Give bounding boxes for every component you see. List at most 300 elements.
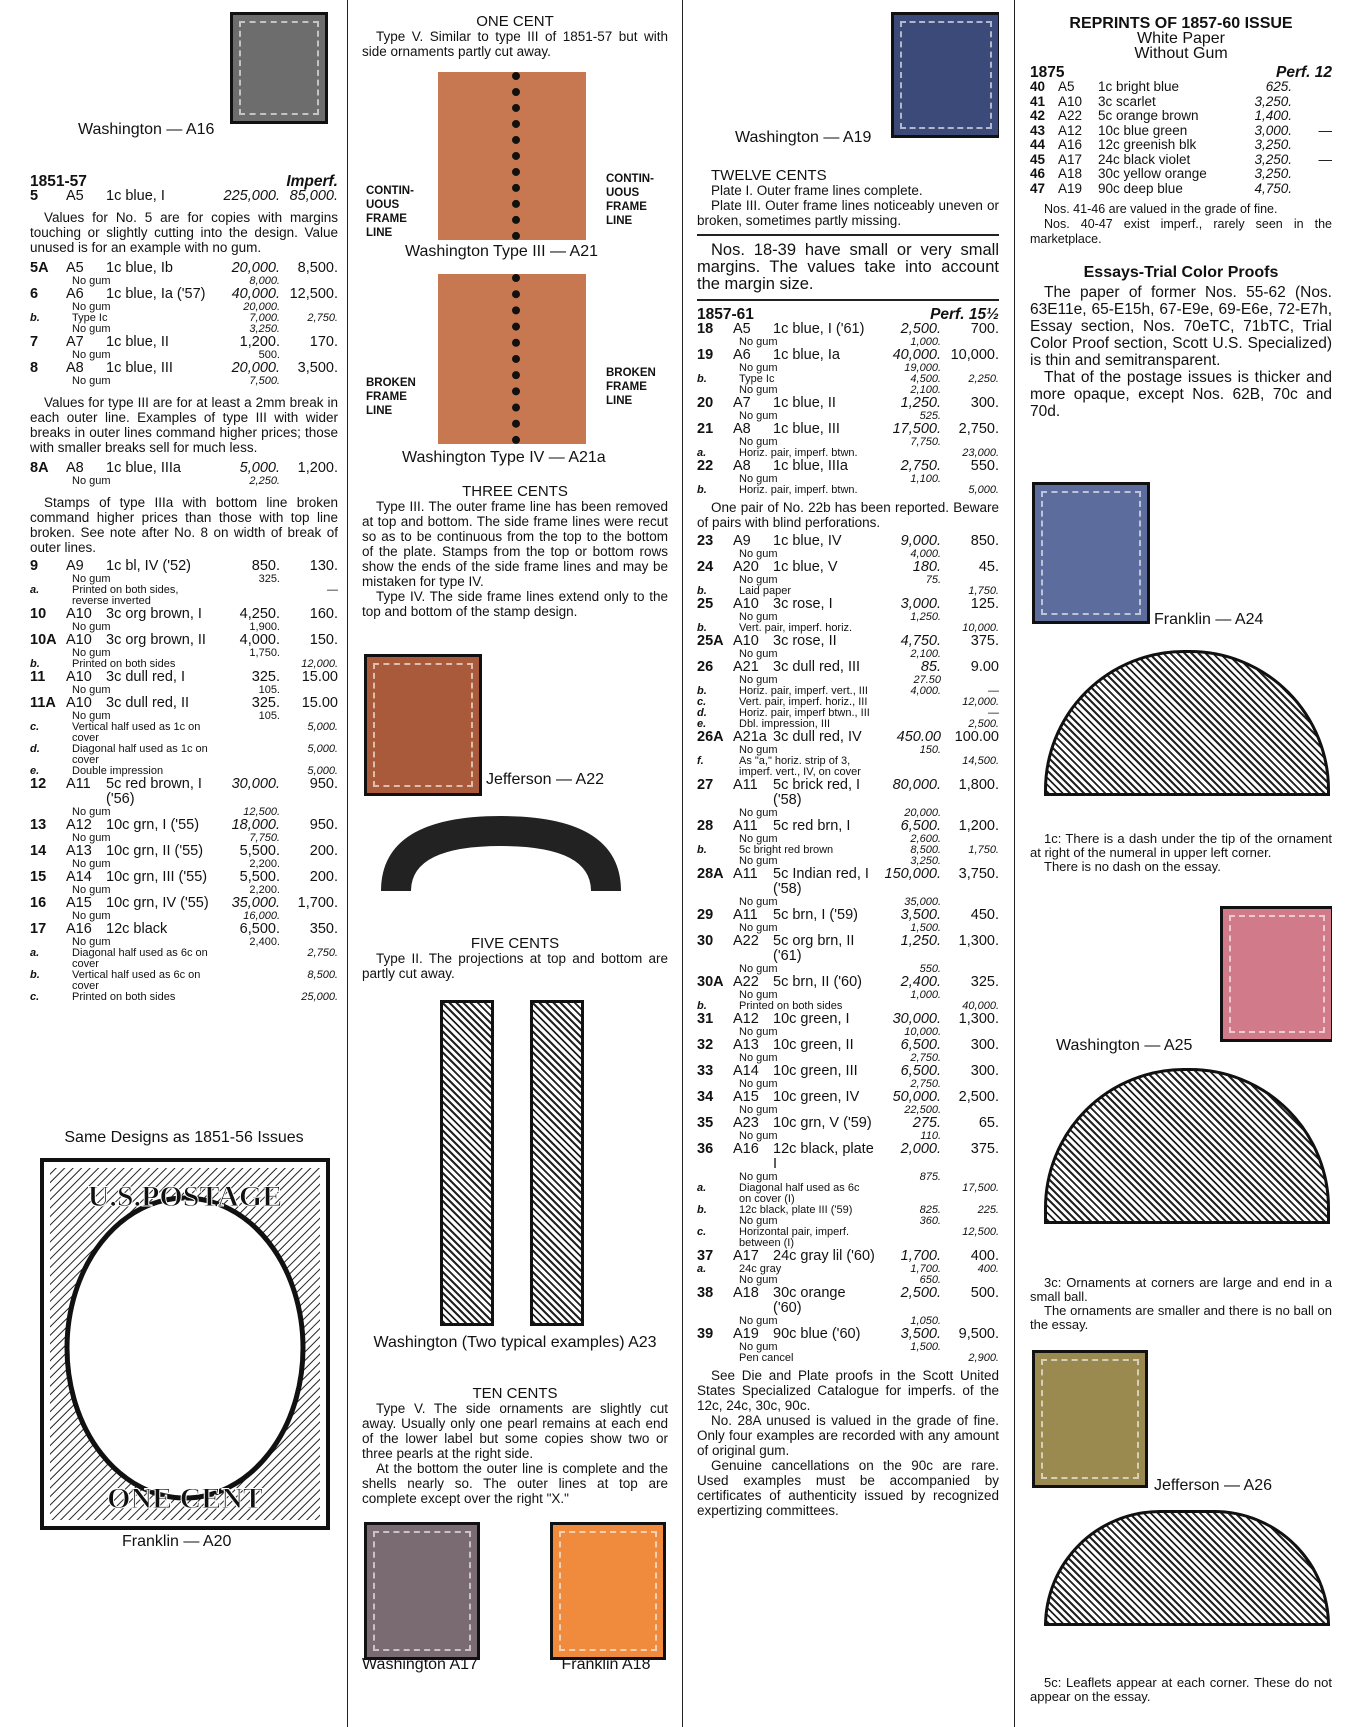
reprint-row — [1030, 124, 1332, 139]
no-gum-label: No gum — [739, 1274, 778, 1286]
note-text: Values for type III are for at least a 2mm break in each outer line. Examples of type III with wider breaks in outer lines command higher prices; those with smaller breaks sell for much less. — [30, 395, 338, 455]
caption-a18: Franklin A18 — [561, 1656, 651, 1673]
design-number: A5 — [733, 321, 751, 337]
unused-value: 1,250. — [900, 395, 941, 411]
catalog-row: 8 A8 1c blue, III 20,000. 3,500. — [30, 360, 338, 376]
catalog-row: 13 A12 10c grn, I ('55) 18,000. 950. — [30, 817, 338, 833]
no-gum-label: No gum — [739, 1026, 778, 1038]
stamp-description: 5c brick red, I ('58) — [773, 777, 861, 808]
no-gum-value: 75. — [925, 574, 941, 586]
stamp-image-a26 — [1032, 1350, 1148, 1488]
no-gum-row: No gum 20,000. — [72, 301, 280, 313]
no-gum-label: No gum — [739, 807, 778, 819]
catalog-number: 27 — [697, 777, 714, 793]
stamp-image-a22 — [364, 654, 482, 796]
variety-used-value: 14,500. — [962, 755, 999, 767]
catalog-row — [697, 1286, 999, 1316]
caption-a17: Washington A17 — [362, 1656, 478, 1673]
catalog-row — [697, 908, 999, 923]
divider — [697, 299, 999, 301]
reprints-note: Nos. 40-47 exist imperf., rarely seen in the marketplace. — [1030, 217, 1332, 246]
five-cents-text: Type II. The projections at top and bottom are partly cut away. — [362, 951, 668, 981]
no-gum-value: 1,100. — [910, 473, 941, 485]
column-2 — [362, 0, 668, 1727]
catalog-row: 9 A9 1c bl, IV ('52) 850. 130. — [30, 558, 338, 574]
used-value: 550. — [970, 458, 999, 474]
unused-value: 625. — [1265, 79, 1292, 94]
design-number: A16 — [733, 1141, 759, 1157]
variety-letter: b. — [697, 685, 707, 697]
catalog-row — [697, 730, 999, 745]
variety-description: Horiz. pair, imperf. btwn. — [739, 484, 858, 496]
variety-used-value: 23,000. — [962, 447, 999, 459]
catalog-row: 16 A15 10c grn, IV ('55) 35,000. 1,700. — [30, 895, 338, 911]
design-number: A9 — [733, 533, 751, 549]
stamp-description: 10c green, II — [773, 1037, 854, 1053]
no-gum-row: No gum 16,000. — [72, 910, 280, 922]
design-number: A22 — [733, 933, 759, 949]
caption-a20: Franklin — A20 — [122, 1533, 232, 1550]
stamp-description: 12c greenish blk — [1098, 137, 1197, 152]
design-number: A10 — [733, 633, 759, 649]
footnote: Genuine cancellations on the 90c are rare. Used examples must be accompanied by certificates of authenticity issued by recognized expertizing committees. — [697, 1458, 999, 1518]
no-gum-value: 20,000. — [904, 807, 941, 819]
reprint-row — [1030, 109, 1332, 124]
design-number: A12 — [733, 1011, 759, 1027]
variety-description: Horizontal pair, imperf. between (I) — [739, 1226, 850, 1249]
catalog-row: 17 A16 12c black 6,500. 350. — [30, 921, 338, 937]
stamp-description: 5c org brn, II ('61) — [773, 933, 855, 964]
divider — [697, 234, 999, 236]
unused-value: 9,000. — [900, 533, 941, 549]
used-value: 1,800. — [958, 777, 999, 793]
variety-description: 5c bright red brown — [739, 844, 834, 856]
margins-note: Nos. 18-39 have small or very small margins. The values take into account the margin size. — [697, 241, 999, 293]
stamp-description: 10c green, I — [773, 1011, 850, 1027]
used-value: 2,500. — [958, 1089, 999, 1105]
no-gum-label: No gum — [739, 922, 778, 934]
catalog-row — [697, 422, 999, 437]
five-cents-heading: FIVE CENTS — [470, 935, 560, 952]
no-gum-value: 360. — [919, 1215, 941, 1227]
design-number: A23 — [733, 1115, 759, 1131]
used-value — [1292, 80, 1332, 95]
unused-value: 4,750. — [900, 633, 941, 649]
variety-used-value: — — [988, 685, 999, 697]
design-number: A14 — [733, 1063, 759, 1079]
a25-corner-ornament-image — [1044, 1068, 1330, 1224]
used-value: 65. — [978, 1115, 999, 1131]
stamp-description: 3c rose, II — [773, 633, 837, 649]
design-number: A8 — [733, 458, 751, 474]
variety-description: Laid paper — [739, 585, 791, 597]
reprint-row — [1030, 153, 1332, 168]
variety-description: Type Ic — [739, 373, 775, 385]
no-gum-row: No gum 105. — [72, 710, 280, 722]
used-value: — — [1318, 151, 1332, 167]
variety-description: 24c gray — [739, 1263, 782, 1275]
caption-a21: Washington Type III — A21 — [405, 243, 598, 260]
caption-a21a: Washington Type IV — A21a — [402, 449, 606, 466]
used-value: 375. — [970, 1141, 999, 1157]
no-gum-value: 3,250. — [910, 855, 941, 867]
stamp-description: 12c black, plate I — [773, 1141, 874, 1172]
catalog-number: 19 — [697, 347, 714, 363]
catalog-row — [697, 459, 999, 474]
section-header — [30, 174, 338, 189]
no-gum-row: No gum 3,250. — [72, 323, 280, 335]
no-gum-value: 875. — [919, 1171, 941, 1183]
used-value: 450. — [970, 907, 999, 923]
three-cents-text-2: Type IV. The side frame lines extend only to the top and bottom of the stamp design. — [362, 589, 668, 619]
unused-value: 85. — [920, 659, 941, 675]
variety-description: Dbl. impression, III — [739, 718, 831, 730]
reprints-title: REPRINTS OF 1857-60 ISSUE — [1069, 15, 1293, 32]
no-gum-value: 2,750. — [910, 1052, 941, 1064]
no-gum-row: No gum 7,750. — [72, 832, 280, 844]
catalog-row — [697, 1064, 999, 1079]
stamp-description: 30c orange ('60) — [773, 1285, 846, 1316]
stamp-description: 1c bright blue — [1098, 79, 1180, 94]
variety-letter: c. — [697, 696, 707, 708]
design-number: A22 — [1058, 108, 1083, 123]
unused-value: 450.00 — [896, 729, 941, 745]
unused-value: 2,500. — [900, 1285, 941, 1301]
catalog-row — [697, 819, 999, 834]
no-gum-value: 1,000. — [910, 989, 941, 1001]
catalog-row: 7 A7 1c blue, II 1,200. 170. — [30, 334, 338, 350]
catalog-row — [697, 1142, 999, 1172]
catalog-number: 34 — [697, 1089, 714, 1105]
variety-letter: b. — [697, 585, 707, 597]
variety-description: Vert. pair, imperf. horiz. — [739, 622, 853, 634]
ten-cents-text: Type V. The side ornaments are slightly cut away. Usually only one pearl remains at each end of the lower label but some copies show two or three pearls at the right side. — [362, 1401, 668, 1461]
variety-used-value: 10,000. — [962, 622, 999, 634]
design-number: A11 — [733, 818, 758, 834]
variety-letter: f. — [697, 755, 704, 767]
catalog-row — [697, 1249, 999, 1264]
catalog-number: 43 — [1030, 122, 1046, 138]
no-gum-label: No gum — [739, 674, 778, 686]
unused-value: 2,750. — [900, 458, 941, 474]
unused-value: 3,250. — [1254, 137, 1292, 152]
stamp-description: 1c blue, V — [773, 559, 838, 575]
catalog-number: 20 — [697, 395, 714, 411]
no-gum-label: No gum — [739, 410, 778, 422]
reprint-row — [1030, 138, 1332, 153]
note-text: One pair of No. 22b has been reported. Beware of pairs with blind perforations. — [697, 500, 999, 530]
unused-value: 3,500. — [900, 907, 941, 923]
no-gum-label: No gum — [739, 574, 778, 586]
variety-row — [697, 756, 999, 778]
unused-value: 275. — [912, 1115, 941, 1131]
stamp-description: 5c Indian red, I ('58) — [773, 866, 869, 897]
column-divider — [1014, 0, 1015, 1727]
three-cents-text: Type III. The outer frame line has been removed at top and bottom. The side frame lines were recut so as to be continuous from the top to the bottom of the plate. Stamps from the top or bottom rows show the ends of the side frame lines and may be mistaken for type IV. — [362, 499, 668, 589]
caption-a16: Washington — A16 — [78, 121, 215, 138]
column-divider — [347, 0, 348, 1727]
design-number: A21 — [733, 659, 759, 675]
no-gum-label: No gum — [739, 833, 778, 845]
no-gum-row: No gum 1,900. — [72, 621, 280, 633]
catalog-row — [697, 1090, 999, 1105]
stamp-description: 24c black violet — [1098, 151, 1191, 167]
design-number: A20 — [733, 559, 759, 575]
variety-unused-value — [871, 1227, 941, 1249]
used-value — [1292, 182, 1332, 197]
no-gum-row: No gum 7,500. — [72, 375, 280, 387]
variety-unused-value: 1,700. — [910, 1263, 941, 1275]
used-value: 300. — [970, 1063, 999, 1079]
variety-row: b. Printed on both sides 12,000. — [30, 658, 338, 670]
stamp-image-a24 — [1032, 482, 1150, 624]
design-number: A11 — [733, 907, 758, 923]
stamp-image-a18 — [550, 1522, 666, 1660]
catalog-number: 35 — [697, 1115, 714, 1131]
variety-description: As "a," horiz. strip of 3, imperf. vert., IV, on cover — [739, 755, 861, 778]
variety-used-value: 1,750. — [968, 585, 999, 597]
caption-a23: Washington (Two typical examples) A23 — [373, 1334, 657, 1351]
no-gum-label: No gum — [739, 648, 778, 660]
variety-row: c. Printed on both sides 25,000. — [30, 991, 338, 1003]
a26-corner-ornament-image — [1044, 1510, 1330, 1626]
unused-value: 150,000. — [884, 866, 941, 882]
catalog-number: 26A — [697, 729, 724, 745]
no-gum-value: 1,000. — [910, 336, 941, 348]
variety-letter: b. — [697, 373, 707, 385]
no-gum-label: No gum — [739, 336, 778, 348]
catalog-number: 25 — [697, 596, 714, 612]
note-text: Stamps of type IIIa with bottom line broken command higher prices than those with top line broken. See note after No. 8 on width of break of outer lines. — [30, 495, 338, 555]
no-gum-label: No gum — [739, 1130, 778, 1142]
variety-row — [697, 1227, 999, 1249]
column-4 — [1030, 0, 1332, 1727]
no-gum-label: No gum — [739, 1171, 778, 1183]
variety-used-value: 5,000. — [968, 484, 999, 496]
no-gum-value: 4,000. — [910, 548, 941, 560]
no-gum-row: No gum 2,200. — [72, 858, 280, 870]
reprint-row — [1030, 167, 1332, 182]
catalog-number: 44 — [1030, 137, 1046, 152]
catalog-row: 12 A11 5c red brown, I ('56) 30,000. 950. — [30, 776, 338, 807]
catalog-number: 24 — [697, 559, 714, 575]
variety-unused-value — [871, 708, 941, 719]
design-number: A10 — [1058, 93, 1083, 109]
no-gum-value: 2,600. — [910, 833, 941, 845]
no-gum-value: 10,000. — [904, 1026, 941, 1038]
stamp-description: 5c brn, II ('60) — [773, 974, 862, 990]
reprints-subtitle-2: Without Gum — [1134, 45, 1228, 62]
unused-value: 80,000. — [892, 777, 941, 793]
design-number: A5 — [1058, 79, 1075, 94]
unused-value: 6,500. — [900, 818, 941, 834]
no-gum-value: 150. — [919, 744, 941, 756]
used-value: 125. — [970, 596, 999, 612]
reprints-note: Nos. 41-46 are valued in the grade of fine. — [1044, 202, 1278, 216]
catalog-row: 10A A10 3c org brown, II 4,000. 150. — [30, 632, 338, 648]
variety-letter: b. — [697, 1000, 707, 1012]
unused-value: 17,500. — [892, 421, 941, 437]
catalog-number: 32 — [697, 1037, 714, 1053]
catalog-row — [697, 1012, 999, 1027]
catalog-row: 6 A6 1c blue, Ia ('57) 40,000. 12,500. — [30, 286, 338, 302]
catalog-number: 29 — [697, 907, 714, 923]
variety-unused-value — [871, 1183, 941, 1205]
a24-corner-ornament-image — [1044, 650, 1330, 796]
variety-description: Printed on both sides — [739, 1000, 843, 1012]
reprint-row — [1030, 182, 1332, 197]
catalog-number: 47 — [1030, 180, 1046, 196]
used-value — [1292, 138, 1332, 153]
no-gum-row: No gum 8,000. — [72, 275, 280, 287]
a23-side-ornament-left — [440, 1000, 494, 1326]
variety-description: Pen cancel — [739, 1352, 794, 1364]
catalog-row — [697, 634, 999, 649]
variety-unused-value: 8,500. — [910, 844, 941, 856]
stamp-description: 24c gray lil ('60) — [773, 1248, 875, 1264]
catalog-number: 42 — [1030, 108, 1046, 123]
no-gum-value: 1,500. — [910, 1341, 941, 1353]
a24-note: 1c: There is a dash under the tip of the ornament at right of the numeral in upper left corner. — [1030, 831, 1332, 860]
caption-a24: Franklin — A24 — [1154, 611, 1264, 628]
no-gum-label: No gum — [739, 548, 778, 560]
catalog-number: 25A — [697, 633, 724, 649]
variety-used-value: 2,900. — [968, 1352, 999, 1364]
variety-used-value: 12,000. — [962, 696, 999, 708]
a25-note: 3c: Ornaments at corners are large and end in a small ball. — [1030, 1275, 1332, 1304]
catalog-row: 11 A10 3c dull red, I 325. 15.00 — [30, 669, 338, 685]
catalog-number: 46 — [1030, 166, 1046, 181]
used-value — [1292, 167, 1332, 182]
no-gum-label: No gum — [739, 896, 778, 908]
stamp-description: 3c rose, I — [773, 596, 833, 612]
variety-unused-value — [871, 756, 941, 778]
no-gum-value: 1,250. — [910, 611, 941, 623]
catalog-table — [697, 322, 999, 1364]
design-number: A17 — [1058, 151, 1083, 167]
no-gum-label: No gum — [739, 362, 778, 374]
used-value — [1292, 109, 1332, 124]
variety-letter: b. — [697, 844, 707, 856]
unused-value: 40,000. — [892, 347, 941, 363]
stamp-description: 10c green, IV — [773, 1089, 860, 1105]
no-gum-label: No gum — [739, 963, 778, 975]
variety-row — [697, 485, 999, 496]
stamp-description: 3c scarlet — [1098, 93, 1156, 109]
variety-letter: a. — [697, 447, 707, 459]
used-value: 100.00 — [954, 729, 999, 745]
used-value: 1,200. — [958, 818, 999, 834]
a20-bottom-text: ONE CENT — [107, 1482, 263, 1515]
unused-value: 2,000. — [900, 1141, 941, 1157]
header-year: 1851-57 — [30, 173, 87, 190]
variety-used-value: 400. — [977, 1263, 999, 1275]
design-number: A6 — [733, 347, 751, 363]
stamp-image-a16 — [230, 12, 328, 124]
unused-value: 3,250. — [1254, 151, 1292, 167]
variety-row: e. Double impression 5,000. — [30, 765, 338, 777]
footnote: No. 28A unused is valued in the grade of fine. Only four examples are recorded with any amount of original gum. — [697, 1413, 999, 1458]
column-3 — [697, 0, 999, 1727]
catalog-row — [697, 934, 999, 964]
no-gum-label: No gum — [739, 855, 778, 867]
section-header: 1875 Perf. 12 — [1030, 64, 1332, 81]
variety-row: d. Diagonal half used as 1c on cover 5,000. — [30, 743, 338, 766]
catalog-row — [697, 560, 999, 575]
catalog-number: 28 — [697, 818, 714, 834]
catalog-row — [697, 975, 999, 990]
no-gum-value: 1,050. — [910, 1315, 941, 1327]
catalog-row — [697, 534, 999, 549]
unused-value: 3,500. — [900, 1326, 941, 1342]
header-perf: Imperf. — [286, 173, 338, 190]
used-value: 850. — [970, 533, 999, 549]
catalog-row: 5 A5 1c blue, I 225,000. 85,000. — [30, 188, 338, 204]
stamp-image-a25 — [1220, 906, 1332, 1042]
stamp-description: 10c grn, V ('59) — [773, 1115, 872, 1131]
no-gum-label: No gum — [739, 1341, 778, 1353]
no-gum-label: No gum — [739, 1104, 778, 1116]
catalog-number: 23 — [697, 533, 714, 549]
design-number: A21a — [733, 729, 767, 745]
used-value: 2,750. — [958, 421, 999, 437]
variety-letter: b. — [697, 622, 707, 634]
variety-used-value: 17,500. — [962, 1182, 999, 1194]
caption-a19: Washington — A19 — [735, 129, 872, 146]
variety-used-value: 40,000. — [962, 1000, 999, 1012]
variety-unused-value — [871, 697, 941, 708]
variety-used-value: 12,500. — [962, 1226, 999, 1238]
stamp-description: 1c blue, I ('61) — [773, 321, 865, 337]
catalog-row — [697, 1116, 999, 1131]
footnote: See Die and Plate proofs in the Scott United States Specialized Catalogue for imperfs. of the 12c, 24c, 30c, 90c. — [697, 1368, 999, 1413]
variety-row: b. Vertical half used as 6c on cover 8,500. — [30, 969, 338, 992]
section-header: 1857-61 Perf. 15½ — [697, 306, 999, 323]
reprints-table — [1030, 80, 1332, 196]
catalog-number: 40 — [1030, 79, 1046, 94]
catalog-number: 22 — [697, 458, 714, 474]
variety-unused-value: 825. — [919, 1204, 941, 1216]
design-number: A15 — [733, 1089, 759, 1105]
used-value: 400. — [970, 1248, 999, 1264]
no-gum-value: 2,100. — [910, 648, 941, 660]
catalog-row — [697, 867, 999, 897]
no-gum-row: No gum 105. — [72, 684, 280, 696]
stamp-description: 1c blue, Ia — [773, 347, 840, 363]
used-value: 10,000. — [950, 347, 999, 363]
catalog-number: 31 — [697, 1011, 714, 1027]
ten-cents-heading: TEN CENTS — [472, 1385, 558, 1402]
stamp-description: 3c dull red, III — [773, 659, 861, 675]
catalog-row: 11A A10 3c dull red, II 325. 15.00 — [30, 695, 338, 711]
unused-value: 6,500. — [900, 1063, 941, 1079]
catalog-row — [697, 660, 999, 675]
variety-description: Vert. pair, imperf. horiz., III — [739, 696, 868, 708]
no-gum-value: 27.50 — [913, 674, 941, 686]
design-number: A7 — [733, 395, 751, 411]
stamp-description: 1c blue, IIIa — [773, 458, 848, 474]
variety-description: Horiz. pair, imperf. btwn. — [739, 447, 858, 459]
unused-value: 3,000. — [1254, 122, 1292, 138]
catalog-number: 41 — [1030, 93, 1046, 109]
a20-top-text: U.S.POSTAGE — [87, 1180, 283, 1213]
stamp-description: 90c deep blue — [1098, 180, 1183, 196]
used-value: 1,300. — [958, 1011, 999, 1027]
no-gum-value: 22,500. — [904, 1104, 941, 1116]
column-1 — [30, 0, 338, 1727]
design-number: A12 — [1058, 122, 1083, 138]
variety-unused-value — [871, 485, 941, 496]
